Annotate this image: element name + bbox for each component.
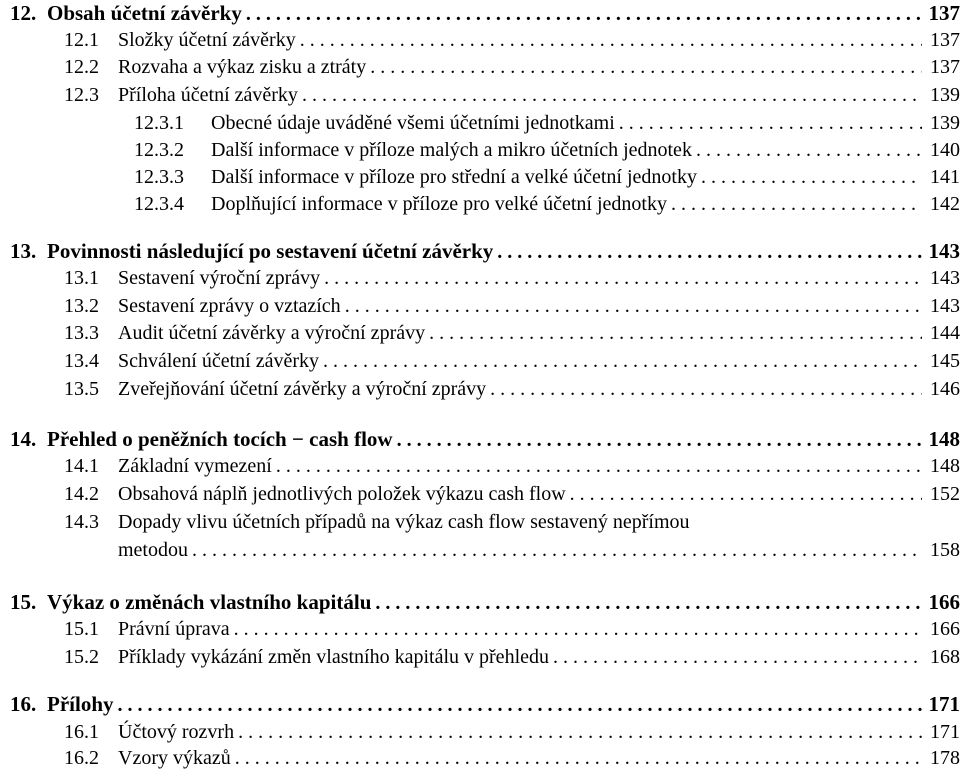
toc-entry-section[interactable] — [64, 265, 960, 292]
toc-entry-chapter[interactable] — [10, 238, 960, 265]
toc-number: 15. — [10, 590, 37, 614]
toc-page-number: 143 — [928, 239, 960, 263]
toc-title: Další informace v příloze pro střední a velké účetní jednotky — [211, 166, 697, 188]
toc-number: 12.1 — [64, 29, 99, 51]
toc-page-number: 144 — [930, 322, 960, 344]
toc-title: Základní vymezení — [118, 455, 272, 477]
toc-number: 12.3 — [64, 84, 99, 106]
toc-title: Další informace v příloze malých a mikro účetních jednotek — [211, 139, 692, 161]
toc-number: 14.3 — [64, 511, 99, 533]
toc-page-number: 137 — [928, 1, 960, 25]
toc-dot-leader — [323, 348, 922, 375]
toc-entry-section[interactable] — [64, 616, 960, 643]
toc-dot-leader — [300, 27, 922, 54]
toc-title: Účtový rozvrh — [118, 721, 235, 743]
toc-title: Příklady vykázání změn vlastního kapitálu v přehledu — [118, 646, 549, 668]
toc-entry-section[interactable] — [64, 745, 960, 772]
toc-entry-subsection[interactable] — [134, 137, 960, 164]
toc-page-number: 158 — [930, 539, 960, 561]
toc-title: Složky účetní závěrky — [118, 29, 296, 51]
toc-dot-leader — [324, 265, 922, 292]
toc-dot-leader — [397, 427, 922, 454]
toc-title: Právní úprava — [118, 618, 230, 640]
toc-number: 13.1 — [64, 267, 99, 289]
toc-page-number: 171 — [930, 721, 960, 743]
toc-number: 13. — [10, 239, 37, 263]
toc-number: 13.2 — [64, 295, 99, 317]
toc-page-number: 146 — [930, 378, 960, 400]
toc-number: 16. — [10, 692, 37, 716]
toc-number: 12.2 — [64, 56, 99, 78]
toc-entry-section[interactable] — [64, 644, 960, 671]
toc-title: Sestavení zprávy o vztazích — [118, 295, 341, 317]
toc-number: 12.3.1 — [134, 112, 184, 134]
toc-dot-leader — [118, 692, 923, 719]
toc-number: 12.3.3 — [134, 166, 184, 188]
toc-dot-leader — [553, 644, 922, 671]
toc-entry-section[interactable] — [64, 719, 960, 746]
toc-page-number: 178 — [930, 747, 960, 769]
toc-number: 14. — [10, 427, 37, 451]
toc-number: 13.3 — [64, 322, 99, 344]
toc-entry-subsection[interactable] — [134, 164, 960, 191]
toc-dot-leader — [497, 239, 922, 266]
toc-title: Příloha účetní závěrky — [118, 84, 298, 106]
toc-number: 12.3.2 — [134, 139, 184, 161]
toc-dot-leader — [370, 54, 922, 81]
toc-dot-leader — [276, 453, 922, 480]
toc-page-number: 168 — [930, 646, 960, 668]
toc-title: Obsah účetní závěrky — [47, 1, 242, 25]
toc-title: Povinnosti následující po sestavení účetní závěrky — [47, 239, 494, 263]
toc-page-number: 148 — [928, 427, 960, 451]
toc-page-number: 166 — [928, 590, 960, 614]
toc-dot-leader — [238, 719, 922, 746]
toc-entry-continuation[interactable] — [118, 537, 960, 564]
toc-dot-leader — [671, 191, 922, 218]
toc-entry-section[interactable] — [64, 348, 960, 375]
toc-title: Schválení účetní závěrky — [118, 350, 320, 372]
toc-entry-section[interactable] — [64, 481, 960, 508]
toc-title: Přílohy — [47, 692, 114, 716]
toc-page-number: 143 — [930, 295, 960, 317]
toc-title-continuation: metodou — [118, 539, 188, 561]
toc-title: Dopady vlivu účetních případů na výkaz cash flow sestavený nepřímou — [118, 511, 690, 533]
toc-entry-chapter[interactable] — [10, 589, 960, 616]
toc-page-number: 139 — [930, 84, 960, 106]
toc-dot-leader — [246, 1, 922, 28]
toc-dot-leader — [345, 293, 922, 320]
toc-dot-leader — [701, 164, 922, 191]
toc-entry-section[interactable] — [64, 453, 960, 480]
toc-entry-section[interactable] — [64, 509, 960, 536]
toc-page-number: 166 — [930, 618, 960, 640]
toc-page-number: 171 — [928, 692, 960, 716]
toc-title: Rozvaha a výkaz zisku a ztráty — [118, 56, 367, 78]
toc-dot-leader — [192, 537, 922, 564]
toc-page-number: 137 — [930, 56, 960, 78]
toc-page-number: 148 — [930, 455, 960, 477]
toc-number: 14.2 — [64, 483, 99, 505]
toc-title: Doplňující informace v příloze pro velké účetní jednotky — [211, 193, 667, 215]
toc-dot-leader — [375, 590, 922, 617]
toc-title: Obecné údaje uváděné všemi účetními jednotkami — [211, 112, 615, 134]
toc-number: 16.1 — [64, 721, 99, 743]
toc-entry-section[interactable] — [64, 293, 960, 320]
toc-dot-leader — [234, 616, 922, 643]
toc-number: 15.1 — [64, 618, 99, 640]
toc-number: 13.5 — [64, 378, 99, 400]
toc-title: Zveřejňování účetní závěrky a výroční zprávy — [118, 378, 487, 400]
toc-page-number: 145 — [930, 350, 960, 372]
toc-title: Přehled o peněžních tocích − cash flow — [47, 427, 393, 451]
toc-number: 16.2 — [64, 747, 99, 769]
toc-dot-leader — [235, 745, 922, 772]
toc-entry-chapter[interactable] — [10, 426, 960, 453]
toc-title: Výkaz o změnách vlastního kapitálu — [47, 590, 372, 614]
toc-number: 14.1 — [64, 455, 99, 477]
toc-page-number: 141 — [930, 166, 960, 188]
toc-page-number: 143 — [930, 267, 960, 289]
toc-dot-leader — [619, 110, 922, 137]
toc-number: 15.2 — [64, 646, 99, 668]
toc-entry-section[interactable] — [64, 54, 960, 81]
toc-number: 12. — [10, 1, 37, 25]
toc-entry-chapter[interactable] — [10, 0, 960, 27]
toc-dot-leader — [570, 481, 922, 508]
toc-entry-section[interactable] — [64, 376, 960, 403]
toc-entry-subsection[interactable] — [134, 110, 960, 137]
toc-dot-leader — [302, 82, 922, 109]
toc-entry-section[interactable] — [64, 82, 960, 109]
toc-dot-leader — [696, 137, 922, 164]
toc-entry-section[interactable] — [64, 27, 960, 54]
toc-title: Vzory výkazů — [118, 747, 231, 769]
toc-title: Obsahová náplň jednotlivých položek výkazu cash flow — [118, 483, 566, 505]
toc-page-number: 137 — [930, 29, 960, 51]
toc-page-number: 140 — [930, 139, 960, 161]
toc-title: Audit účetní závěrky a výroční zprávy — [118, 322, 426, 344]
toc-entry-subsection[interactable] — [134, 191, 960, 218]
toc-page-number: 142 — [930, 193, 960, 215]
toc-number: 12.3.4 — [134, 193, 184, 215]
toc-dot-leader — [429, 320, 922, 347]
toc-dot-leader — [490, 376, 922, 403]
toc-page-number: 152 — [930, 483, 960, 505]
toc-entry-section[interactable] — [64, 320, 960, 347]
toc-entry-chapter[interactable] — [10, 691, 960, 718]
toc-title: Sestavení výroční zprávy — [118, 267, 321, 289]
toc-number: 13.4 — [64, 350, 99, 372]
toc-page-number: 139 — [930, 112, 960, 134]
